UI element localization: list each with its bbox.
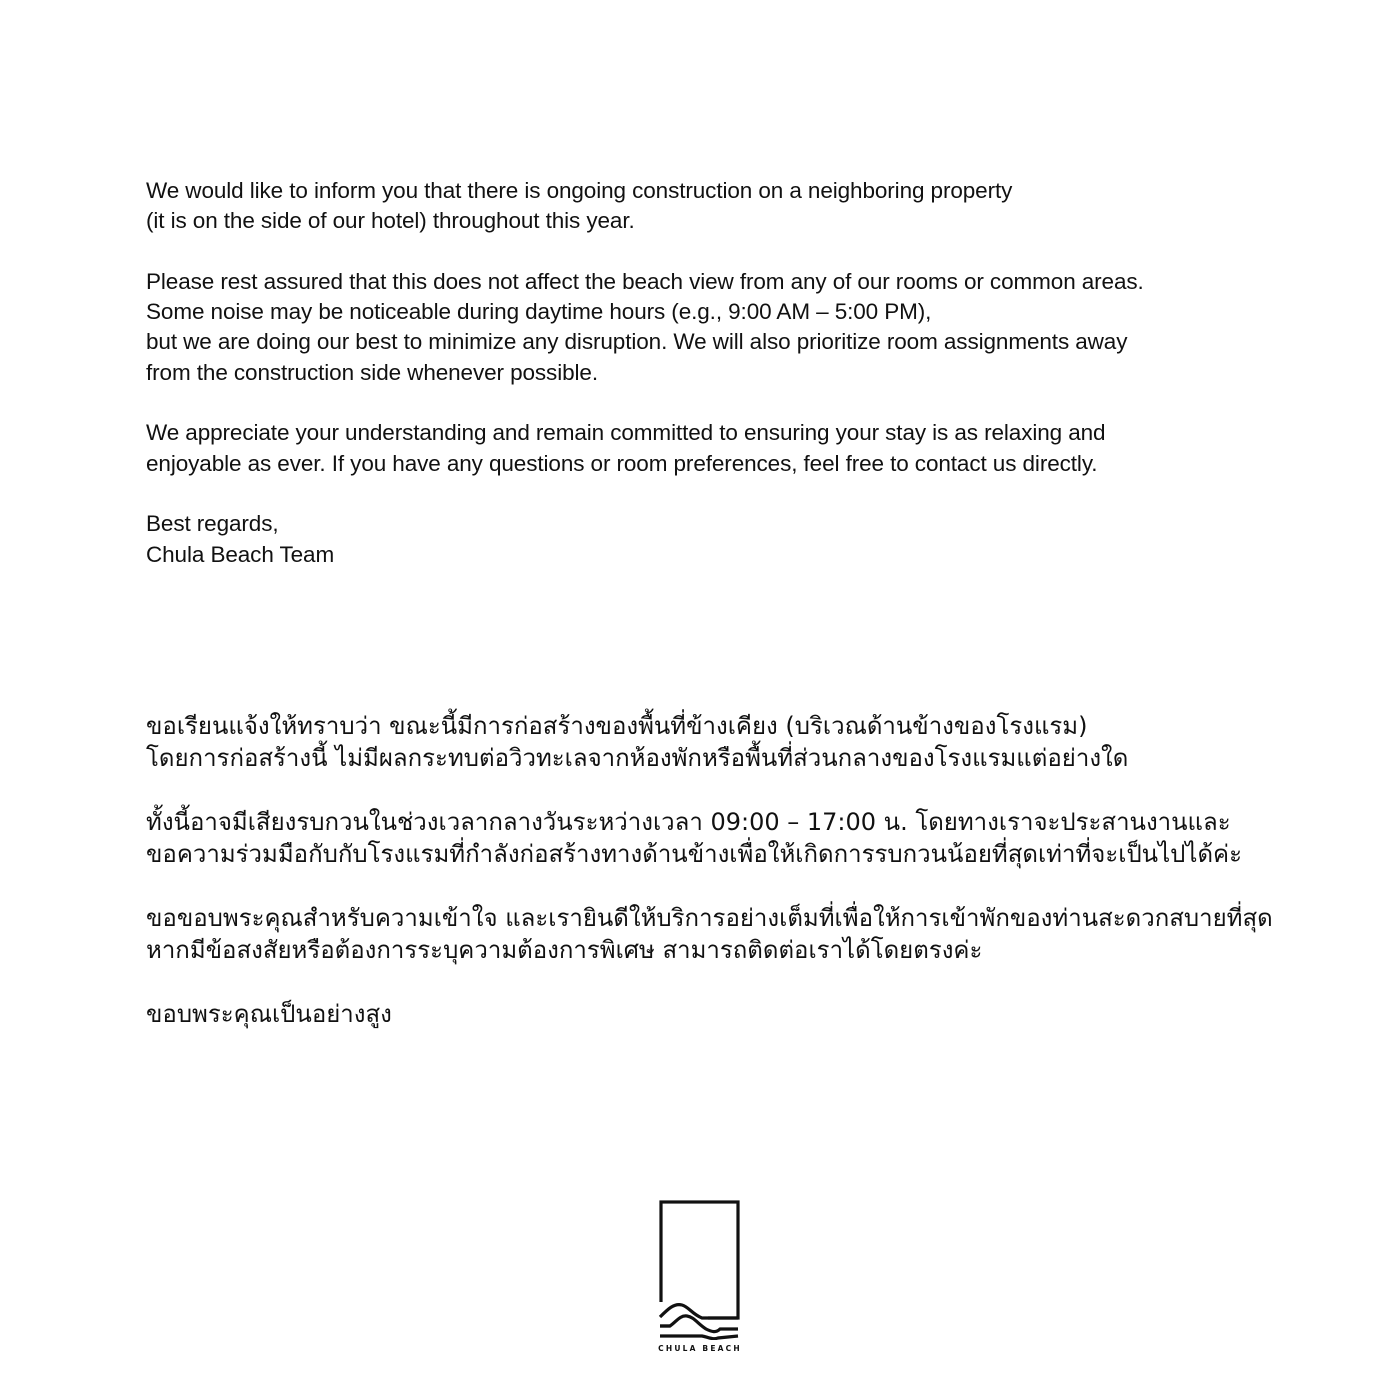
text-line: We would like to inform you that there is ongoing construction on a neighboring property — [146, 178, 1013, 203]
english-paragraph-appreciation — [146, 418, 1346, 479]
text-line: We appreciate your understanding and remain committed to ensuring your stay is as relaxing and — [146, 420, 1106, 446]
thai-paragraph-noise — [146, 806, 1366, 870]
text-line: ขอขอบพระคุณสำหรับความเข้าใจ และเรายินดีให้บริการอย่างเต็มที่เพื่อให้การเข้าพักของท่านสะดวกสบายที่สุด — [146, 904, 1273, 932]
text-line: but we are doing our best to minimize any disruption. We will also prioritize room assignments away — [146, 329, 1128, 355]
text-line: ขอความร่วมมือกับกับโรงแรมที่กำลังก่อสร้างทางด้านข้างเพื่อให้เกิดการรบกวนน้อยที่สุดเท่าที่จะเป็นไปได้ค่ะ — [146, 840, 1242, 868]
english-paragraph-intro — [146, 176, 1346, 237]
thai-paragraph-intro — [146, 710, 1366, 774]
text-line: ทั้งนี้อาจมีเสียงรบกวนในช่วงเวลากลางวันระหว่างเวลา 09:00 – 17:00 น. โดยทางเราจะประสานงานและ — [146, 808, 1231, 836]
thai-signature — [146, 998, 1366, 1030]
text-line: from the construction side whenever possible. — [146, 359, 598, 385]
thai-notice — [146, 710, 1366, 1062]
text-line: Please rest assured that this does not affect the beach view from any of our rooms or common areas. — [146, 268, 1144, 294]
signature-name: Chula Beach Team — [146, 541, 335, 567]
sign-off: Best regards, — [146, 511, 279, 537]
english-notice — [146, 176, 1346, 600]
chula-beach-logo-icon — [656, 1198, 744, 1340]
text-line: ขอเรียนแจ้งให้ทราบว่า ขณะนี้มีการก่อสร้างของพื้นที่ข้างเคียง (บริเวณด้านข้างของโรงแรม) — [146, 712, 1088, 740]
text-line: หากมีข้อสงสัยหรือต้องการระบุความต้องการพิเศษ สามารถติดต่อเราได้โดยตรงค่ะ — [146, 936, 983, 964]
thai-paragraph-appreciation — [146, 902, 1366, 966]
text-line: Some noise may be noticeable during daytime hours (e.g., 9:00 AM – 5:00 PM), — [146, 299, 932, 325]
english-signature — [146, 509, 1346, 570]
chula-beach-logo — [656, 1198, 744, 1353]
english-paragraph-reassurance — [146, 267, 1346, 388]
text-line: enjoyable as ever. If you have any questions or room preferences, feel free to contact us directly. — [146, 450, 1098, 476]
logo-wordmark: CHULA BEACH — [658, 1344, 742, 1353]
text-line: โดยการก่อสร้างนี้ ไม่มีผลกระทบต่อวิวทะเลจากห้องพักหรือพื้นที่ส่วนกลางของโรงแรมแต่อย่างใด — [146, 744, 1129, 772]
text-line: (it is on the side of our hotel) throughout this year. — [146, 208, 635, 234]
sign-off: ขอบพระคุณเป็นอย่างสูง — [146, 1000, 392, 1028]
